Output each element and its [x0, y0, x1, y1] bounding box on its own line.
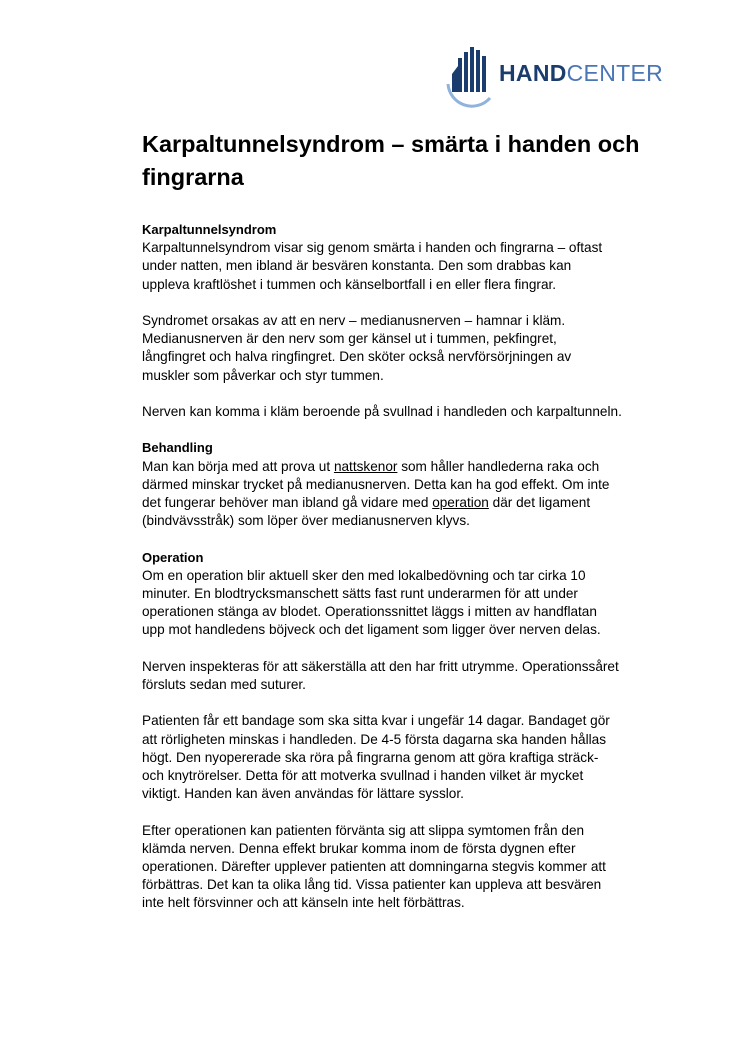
operation-link[interactable]: operation: [432, 495, 489, 510]
section-heading-behandling: Behandling: [142, 440, 213, 456]
paragraph: Nerven inspekteras för att säkerställa att den har fritt utrymme. Operationssåret försluts sedan med suturer.: [142, 658, 619, 692]
paragraph: Nerven kan komma i kläm beroende på svullnad i handleden och karpaltunneln.: [142, 404, 622, 419]
paragraph: Om en operation blir aktuell sker den med lokalbedövning och tar cirka 10 minuter. En blodtrycksmanschett sätts fast runt underarmen för att under operationen stänga av blodet. Operationssnittet läggs i mitten av handflatan upp mot handledens böjveck och det ligament som ligger över nerven delas.: [142, 567, 601, 638]
paragraph: [142, 458, 622, 531]
page-title: Karpaltunnelsyndrom – smärta i handen och fingrarna: [142, 131, 640, 190]
logo-text-light: CENTER: [566, 60, 664, 86]
logo-text: [499, 60, 663, 87]
section-heading-karpaltunnelsyndrom: Karpaltunnelsyndrom: [142, 222, 277, 237]
paragraph: Efter operationen kan patienten förvänta sig att slippa symtomen från den klämda nerven. Denna effekt brukar komma inom de första dygnen efter operationen. Därefter upplever patienten att domningarna stegvis kommer att förbättras. Det kan ta olika lång tid. Vissa patienter kan uppleva att besvären inte helt försvinner och att känseln inte helt förbättras.: [142, 822, 606, 911]
handcenter-logo: [440, 44, 700, 114]
logo-text-bold: HAND: [499, 60, 567, 86]
paragraph: Karpaltunnelsyndrom visar sig genom smärta i handen och fingrarna – oftast under natten, men ibland är besvären konstanta. Den som drabbas kan uppleva kraftlöshet i tummen och känselbortfall i en eller flera fingrar.: [142, 240, 603, 292]
handcenter-emblem-icon: [440, 44, 500, 114]
paragraph: Syndromet orsakas av att en nerv – medianusnerven – hamnar i kläm. Medianusnerven är den nerv som ger känsel ut i tummen, pekfingret, långfingret och halva ringfingret. Den sköter också nervförsörjningen av muskler som påverkar och styr tummen.: [142, 313, 572, 383]
text-span: Man kan börja med att prova ut: [142, 458, 334, 474]
document-body: [142, 221, 622, 931]
paragraph: Patienten får ett bandage som ska sitta kvar i ungefär 14 dagar. Bandaget gör att rörligheten minskas i handleden. De 4-5 första dagarna ska handen hållas högt. Den nyopererade ska röra på fingrarna genom att göra kraftiga sträck- och knytrörelser. Detta för att motverka svullnad i handen vilket är mycket viktigt. Handen kan även användas för lättare sysslor.: [142, 713, 610, 802]
text-span: där det ligament (bindvävsstråk) som löper över medianusnerven klyvs.: [142, 495, 591, 529]
section-heading-operation: Operation: [142, 549, 204, 565]
nattskenor-link[interactable]: nattskenor: [333, 458, 398, 474]
text-span: som håller handlederna raka och därmed minskar trycket på medianusnerven. Detta kan ha god effekt. Om inte det fungerar behöver man ibland gå vidare med: [142, 458, 610, 510]
